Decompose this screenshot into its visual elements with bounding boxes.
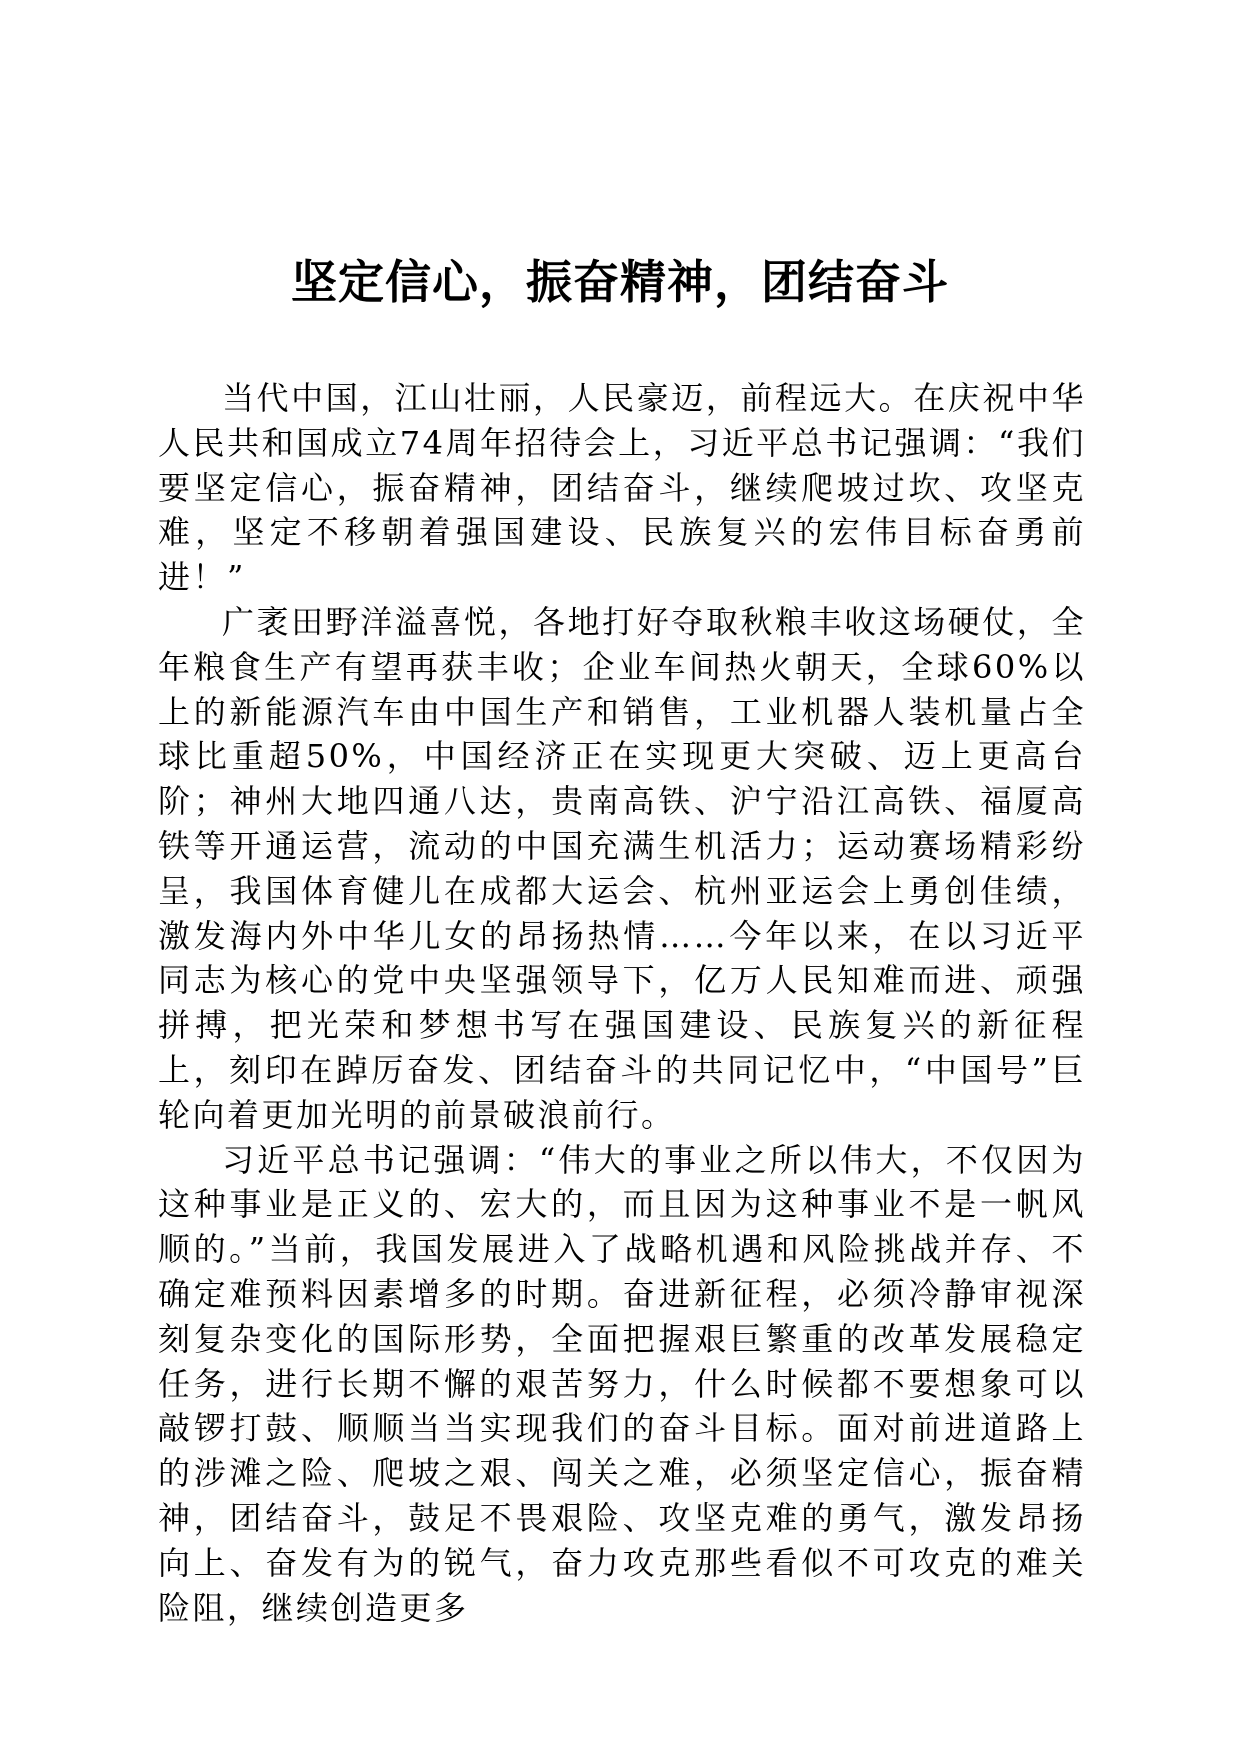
document-body bbox=[158, 376, 1086, 1630]
paragraph-3: 习近平总书记强调：“伟大的事业之所以伟大，不仅因为这种事业是正义的、宏大的，而且因为这种事业不是一帆风顺的。”当前，我国发展进入了战略机遇和风险挑战并存、不确定难预料因素增多的时期。奋进新征程，必须冷静审视深刻复杂变化的国际形势，全面把握艰巨繁重的改革发展稳定任务，进行长期不懈的艰苦努力，什么时候都不要想象可以敲锣打鼓、顺顺当当实现我们的奋斗目标。面对前进道路上的涉滩之险、爬坡之艰、闯关之难，必须坚定信心，振奋精神，团结奋斗，鼓足不畏艰险、攻坚克难的勇气，激发昂扬向上、奋发有为的锐气，奋力攻克那些看似不可攻克的难关险阻，继续创造更多 bbox=[158, 1140, 1086, 1627]
paragraph-1: 当代中国，江山壮丽，人民豪迈，前程远大。在庆祝中华人民共和国成立74周年招待会上，习近平总书记强调：“我们要坚定信心，振奋精神，团结奋斗，继续爬坡过坎、攻坚克难，坚定不移朝着强国建设、民族复兴的宏伟目标奋勇前进！” bbox=[158, 379, 1086, 597]
document-title: 坚定信心，振奋精神，团结奋斗 bbox=[291, 255, 949, 309]
paragraph-2: 广袤田野洋溢喜悦，各地打好夺取秋粮丰收这场硬仗，全年粮食生产有望再获丰收；企业车间热火朝天，全球60%以上的新能源汽车由中国生产和销售，工业机器人装机量占全球比重超50%，中国经济正在实现更大突破、迈上更高台阶；神州大地四通八达，贵南高铁、沪宁沿江高铁、福厦高铁等开通运营，流动的中国充满生机活力；运动赛场精彩纷呈，我国体育健儿在成都大运会、杭州亚运会上勇创佳绩，激发海内外中华儿女的昂扬热情……今年以来，在以习近平同志为核心的党中央坚强领导下，亿万人民知难而进、顽强拼搏，把光荣和梦想书写在强国建设、民族复兴的新征程上，刻印在踔厉奋发、团结奋斗的共同记忆中，“中国号”巨轮向着更加光明的前景破浪前行。 bbox=[158, 602, 1086, 1134]
